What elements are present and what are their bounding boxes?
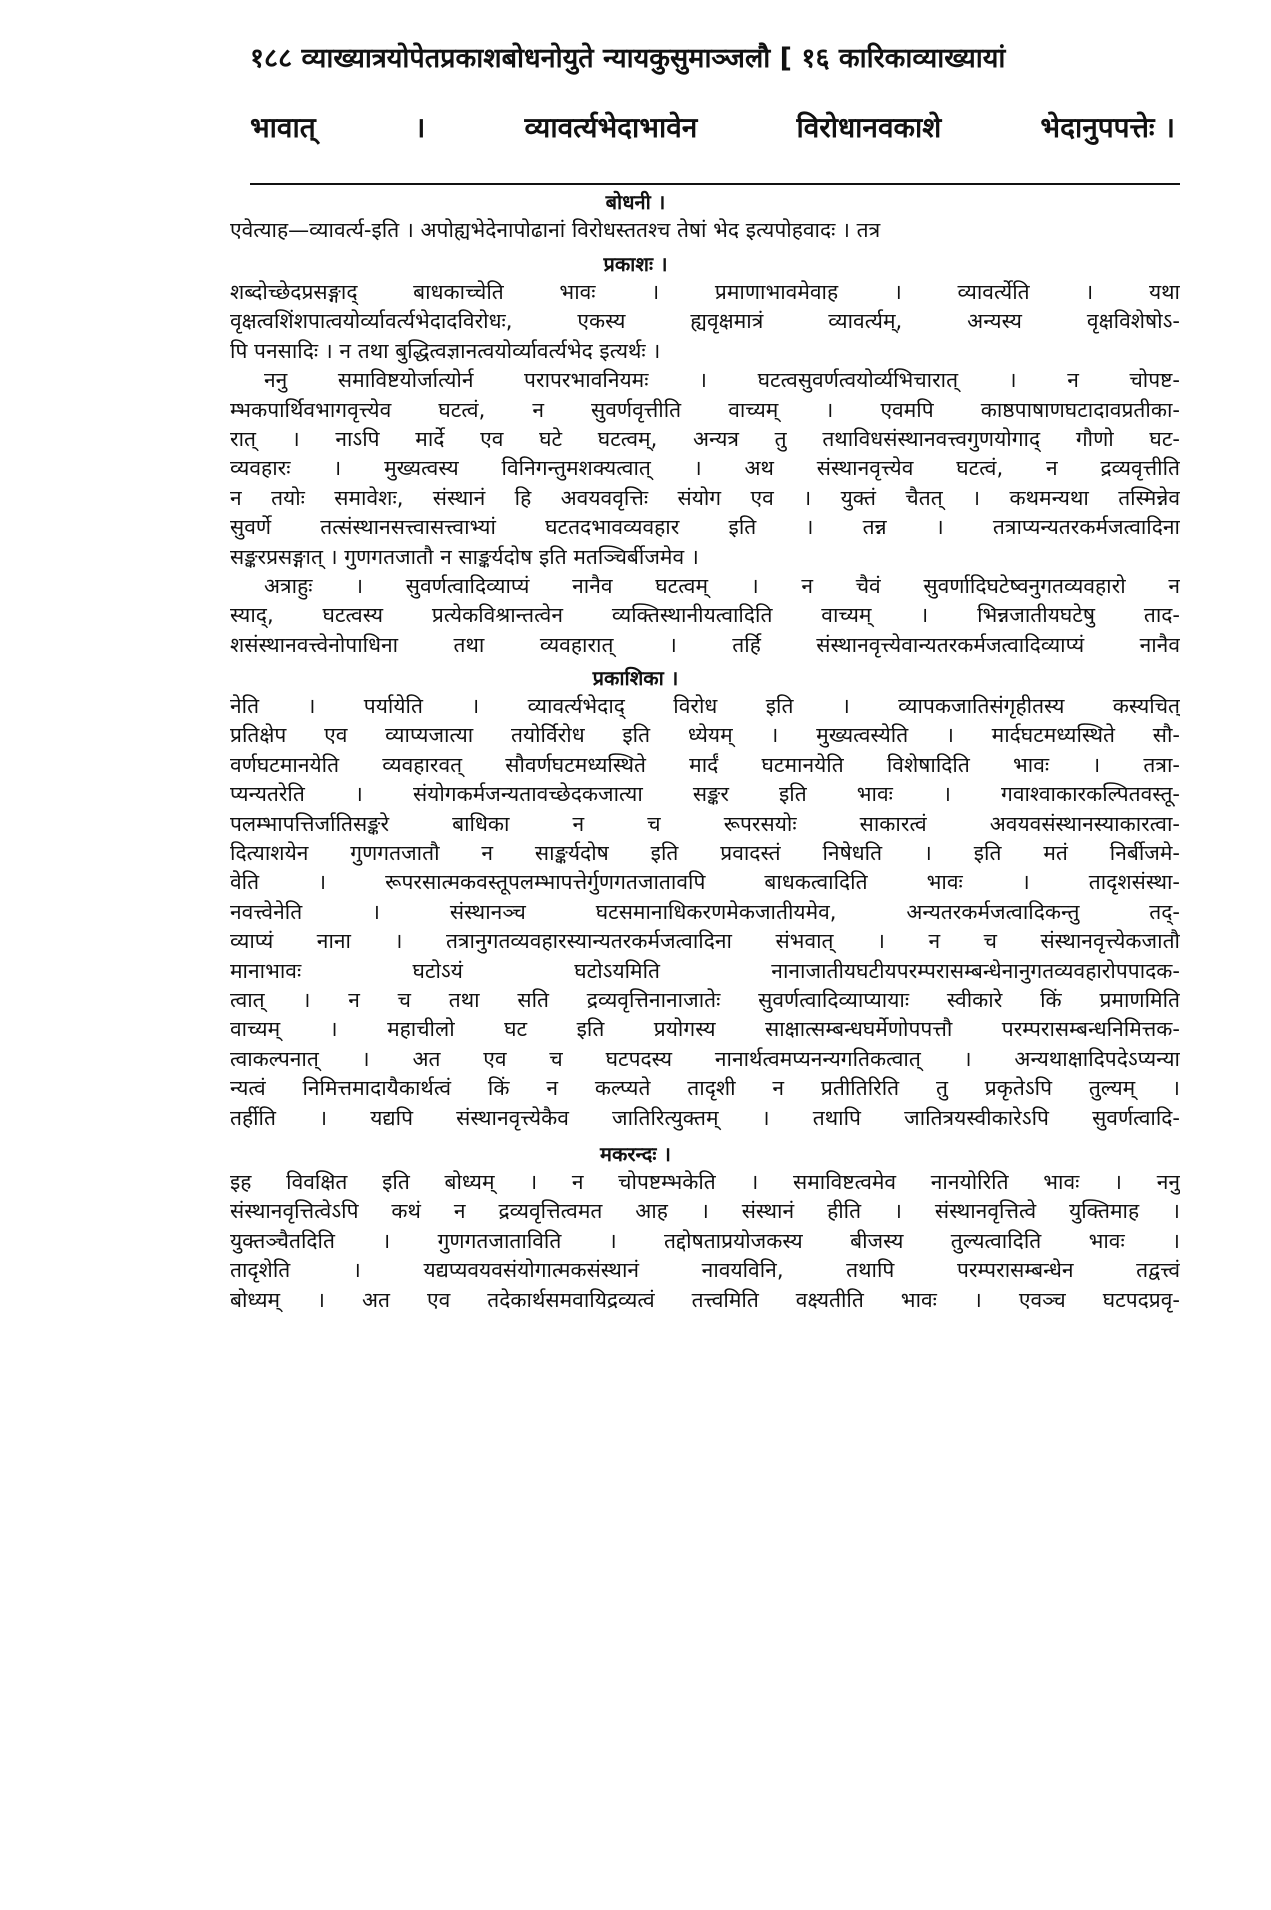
text-line: व्यवहारः । मुख्यत्वस्य विनिगन्तुमशक्यत्वात् । अथ संस्थानवृत्त्येव घटत्वं, न द्रव्यवृत्तीति bbox=[230, 456, 1180, 481]
text-line: पि पनसादिः । न तथा बुद्धित्वज्ञानत्वयोर्व्यावर्त्यभेद इत्यर्थः । bbox=[230, 338, 661, 363]
text-line: शब्दोच्छेदप्रसङ्गाद् बाधकाच्चेति भावः । प्रमाणाभावमेवाह । व्यावर्त्येति । यथा bbox=[230, 280, 1180, 304]
text-line: सङ्करप्रसङ्गात् । गुणगतजातौ न साङ्कर्यदोष इति मतञ्चिर्बीजमेव । bbox=[230, 544, 699, 569]
section-body-prakasha bbox=[230, 278, 1180, 660]
root-text-line bbox=[250, 108, 1175, 146]
text-line: युक्तञ्चैतदिति । गुणगतजाताविति । तद्दोषताप्रयोजकस्य बीजस्य तुल्यत्वादिति भावः । bbox=[230, 1228, 1180, 1253]
text-line: म्भकपार्थिवभागवृत्त्येव घटत्वं, न सुवर्णवृत्तीति वाच्यम् । एवमपि काष्ठपाषाणघटादावप्रतीका- bbox=[230, 397, 1180, 422]
root-word: । bbox=[414, 111, 426, 144]
text-line: अत्राहुः । सुवर्णत्वादिव्याप्यं नानैव घटत्वम् । न चैवं सुवर्णादिघटेष्वनुगतव्यवहारो न bbox=[264, 574, 1180, 599]
text-line: दित्याशयेन गुणगतजातौ न साङ्कर्यदोष इति प्रवादस्तं निषेधति । इति मतं निर्बीजमे- bbox=[230, 841, 1180, 866]
text-line: संस्थानवृत्तित्वेऽपि कथं न द्रव्यवृत्तित्वमत आह । संस्थानं हीति । संस्थानवृत्तित्वे युक्तिमाह । bbox=[230, 1199, 1180, 1224]
section-title-makaranda: मकरन्दः । bbox=[600, 1142, 671, 1166]
section-body-bodhani bbox=[230, 216, 1180, 245]
text-line: बोध्यम् । अत एव तदेकार्थसमवायिद्रव्यत्वं तत्त्वमिति वक्ष्यतीति भावः । एवञ्च घटपदप्रवृ- bbox=[230, 1287, 1180, 1312]
root-word: व्यावर्त्यभेदाभावेन bbox=[524, 111, 698, 144]
section-body-makaranda bbox=[230, 1168, 1180, 1315]
text-line: तर्हीति । यद्यपि संस्थानवृत्त्येकैव जातिरित्युक्तम् । तथापि जातित्रयस्वीकारेऽपि सुवर्णत्वादि- bbox=[230, 1105, 1180, 1130]
text-line: ननु समाविष्टयोर्जात्योर्न परापरभावनियमः । घटत्वसुवर्णत्वयोर्व्यभिचारात् । न चोपष्ट- bbox=[264, 368, 1180, 393]
header-divider bbox=[250, 183, 1180, 185]
text-line: स्याद्, घटत्वस्य प्रत्येकविश्रान्तत्वेन व्यक्तिस्थानीयत्वादिति वाच्यम् । भिन्नजातीयघटेषु ताद- bbox=[230, 603, 1180, 628]
text-line: एवेत्याह—व्यावर्त्य-इति । अपोह्यभेदेनापोढानां विरोधस्ततश्च तेषां भेद इत्यपोहवादः । तत्र bbox=[230, 218, 881, 242]
section-body-prakashika bbox=[230, 692, 1180, 1133]
text-line: न तयोः समावेशः, संस्थानं हि अवयववृत्तिः संयोग एव । युक्तं चैतत् । कथमन्यथा तस्मिन्नेव bbox=[230, 485, 1180, 510]
text-line: मानाभावः घटोऽयं घटोऽयमिति नानाजातीयघटीयपरम्परासम्बन्धेनानुगतव्यवहारोपपादक- bbox=[230, 958, 1180, 983]
text-line: वेति । रूपरसात्मकवस्तूपलम्भापत्तेर्गुणगतजातावपि बाधकत्वादिति भावः । तादृशसंस्था- bbox=[230, 870, 1180, 895]
text-line: सुवर्णे तत्संस्थानसत्त्वासत्त्वाभ्यां घटतदभावव्यवहार इति । तन्न । तत्राप्यन्यतरकर्मजत्वादिना bbox=[230, 515, 1180, 540]
text-line: नवत्त्वेनेति । संस्थानञ्च घटसमानाधिकरणमेकजातीयमेव, अन्यतरकर्मजत्वादिकन्तु तद्- bbox=[230, 899, 1180, 924]
root-word: भेदानुपपत्तेः । bbox=[1040, 111, 1175, 144]
text-line: प्रतिक्षेप एव व्याप्यजात्या तयोर्विरोध इति ध्येयम् । मुख्यत्वस्येति । मार्दघटमध्यस्थिते सौ- bbox=[230, 723, 1180, 748]
root-word: विरोधानवकाशे bbox=[796, 111, 942, 144]
root-word: भावात् bbox=[250, 111, 316, 144]
section-title-bodhani: बोधनी । bbox=[605, 190, 666, 214]
text-line: त्वाकल्पनात् । अत एव च घटपदस्य नानार्थत्वमप्यनन्यगतिकत्वात् । अन्यथाक्षादिपदेऽप्यन्या bbox=[230, 1046, 1180, 1071]
text-line: वृक्षत्वशिंशपात्वयोर्व्यावर्त्यभेदादविरोधः, एकस्य ह्यवृक्षमात्रं व्यावर्त्यम्, अन्यस्य वृक्षविशेषोऽ- bbox=[230, 309, 1180, 334]
text-line: न्यत्वं निमित्तमादायैकार्थत्वं किं न कल्प्यते तादृशी न प्रतीतिरिति तु प्रकृतेऽपि तुल्यम् । bbox=[230, 1076, 1180, 1101]
text-line: तादृशेति । यद्यप्यवयवसंयोगात्मकसंस्थानं नावयविनि, तथापि परम्परासम्बन्धेन तद्वत्त्वं bbox=[230, 1258, 1180, 1283]
page-header: १८८ व्याख्यात्रयोपेतप्रकाशबोधनोयुते न्यायकुसुमाञ्जलौ [ १६ कारिकाव्याख्यायां bbox=[250, 43, 1006, 74]
text-line: नेति । पर्यायेति । व्यावर्त्यभेदाद् विरोध इति । व्यापकजातिसंगृहीतस्य कस्यचित् bbox=[230, 694, 1180, 718]
text-line: इह विवक्षित इति बोध्यम् । न चोपष्टम्भकेति । समाविष्टत्वमेव नानयोरिति भावः । ननु bbox=[230, 1170, 1180, 1194]
section-title-prakashika: प्रकाशिका । bbox=[592, 666, 679, 690]
text-line: त्वात् । न च तथा सति द्रव्यवृत्तिनानाजातेः सुवर्णत्वादिव्याप्यायाः स्वीकारे किं प्रमाणमिति bbox=[230, 988, 1180, 1013]
text-line: पलम्भापत्तिर्जातिसङ्करे बाधिका न च रूपरसयोः साकारत्वं अवयवसंस्थानस्याकारत्वा- bbox=[230, 811, 1180, 836]
text-line: व्याप्यं नाना । तत्रानुगतव्यवहारस्यान्यतरकर्मजत्वादिना संभवात् । न च संस्थानवृत्त्येकजातौ bbox=[230, 929, 1180, 954]
text-line: प्यन्यतरेति । संयोगकर्मजन्यतावच्छेदकजात्या सङ्कर इति भावः । गवाश्वाकारकल्पितवस्तू- bbox=[230, 782, 1180, 807]
text-line: रात् । नाऽपि मार्दे एव घटे घटत्वम्, अन्यत्र तु तथाविधसंस्थानवत्त्वगुणयोगाद् गौणो घट- bbox=[230, 427, 1180, 452]
text-line: वर्णघटमानयेति व्यवहारवत् सौवर्णघटमध्यस्थिते मार्दं घटमानयेति विशेषादिति भावः । तत्रा- bbox=[230, 752, 1180, 777]
section-title-prakasha: प्रकाशः । bbox=[603, 252, 668, 276]
text-line: वाच्यम् । महाचीलो घट इति प्रयोगस्य साक्षात्सम्बन्धघर्मेणोपपत्तौ परम्परासम्बन्धनिमित्तक- bbox=[230, 1017, 1180, 1042]
text-line: शसंस्थानवत्त्वेनोपाधिना तथा व्यवहारात् । तर्हि संस्थानवृत्त्येवान्यतरकर्मजत्वादिव्याप्यं नानैव bbox=[230, 632, 1180, 657]
